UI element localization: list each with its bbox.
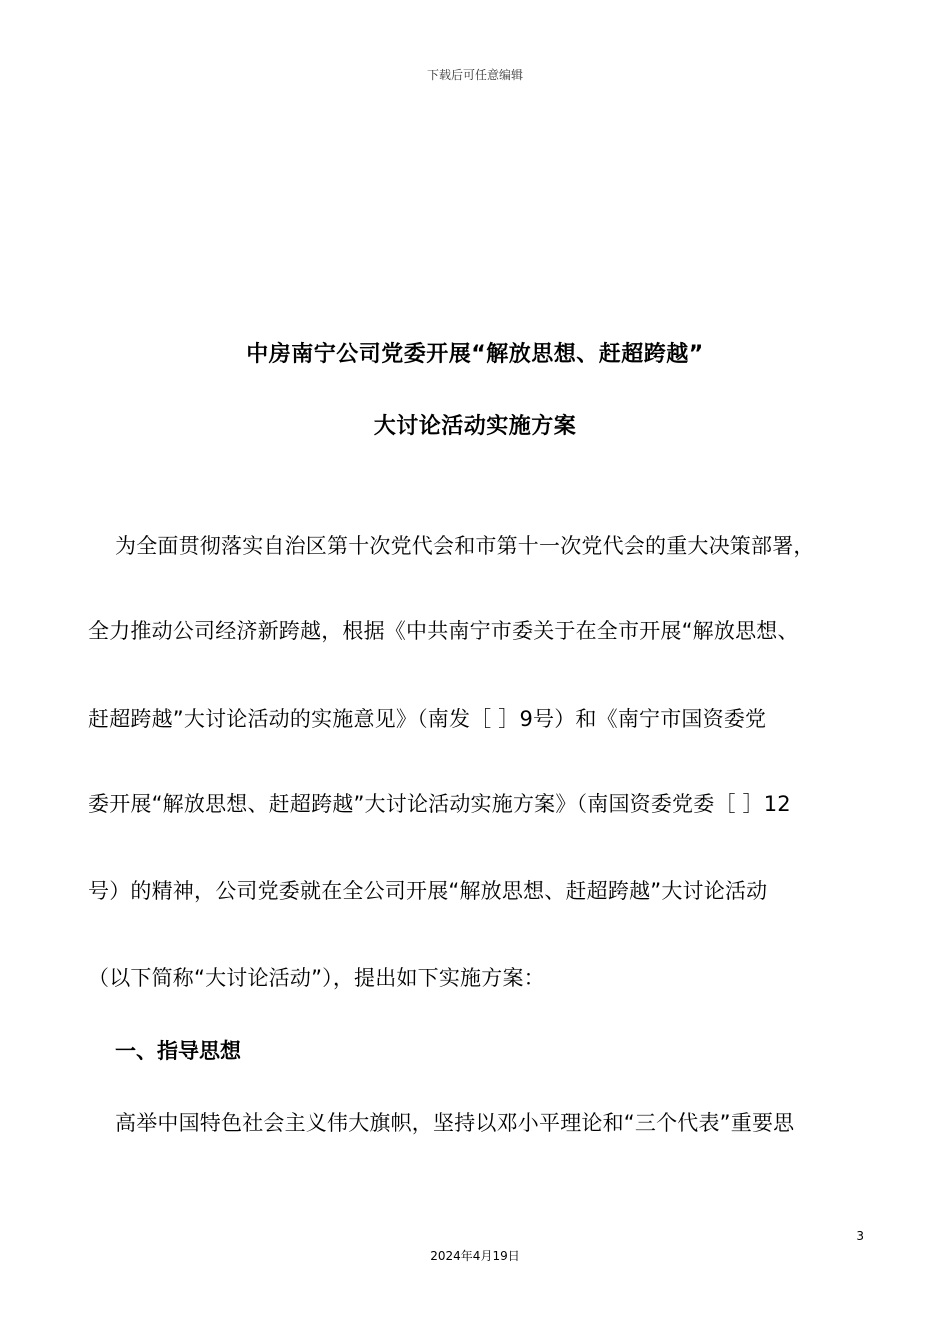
document-title-line-1: 中房南宁公司党委开展“解放思想、赶超跨越” bbox=[246, 342, 704, 367]
document-title-line-2: 大讨论活动实施方案 bbox=[373, 414, 577, 439]
paragraph-line: （以下简称“大讨论活动”），提出如下实施方案： bbox=[88, 966, 545, 990]
paragraph-line: 赶超跨越”大讨论活动的实施意见》（南发［ ］9号）和《南宁市国资委党 bbox=[88, 707, 767, 731]
paragraph-line: 委开展“解放思想、赶超跨越”大讨论活动实施方案》（南国资委党委［ ］12 bbox=[88, 792, 791, 816]
paragraph-line: 为全面贯彻落实自治区第十次党代会和市第十一次党代会的重大决策部署， bbox=[115, 534, 815, 558]
footer-date: 2024年4月19日 bbox=[430, 1249, 520, 1263]
section-heading: 一、指导思想 bbox=[115, 1039, 241, 1063]
paragraph-line: 全力推动公司经济新跨越，根据《中共南宁市委关于在全市开展“解放思想、 bbox=[88, 619, 799, 643]
header-note: 下载后可任意编辑 bbox=[426, 68, 523, 82]
page-number: 3 bbox=[856, 1229, 864, 1243]
paragraph-line: 号）的精神，公司党委就在全公司开展“解放思想、赶超跨越”大讨论活动 bbox=[88, 879, 768, 903]
paragraph-line: 高举中国特色社会主义伟大旗帜，坚持以邓小平理论和“三个代表”重要思 bbox=[115, 1111, 795, 1135]
